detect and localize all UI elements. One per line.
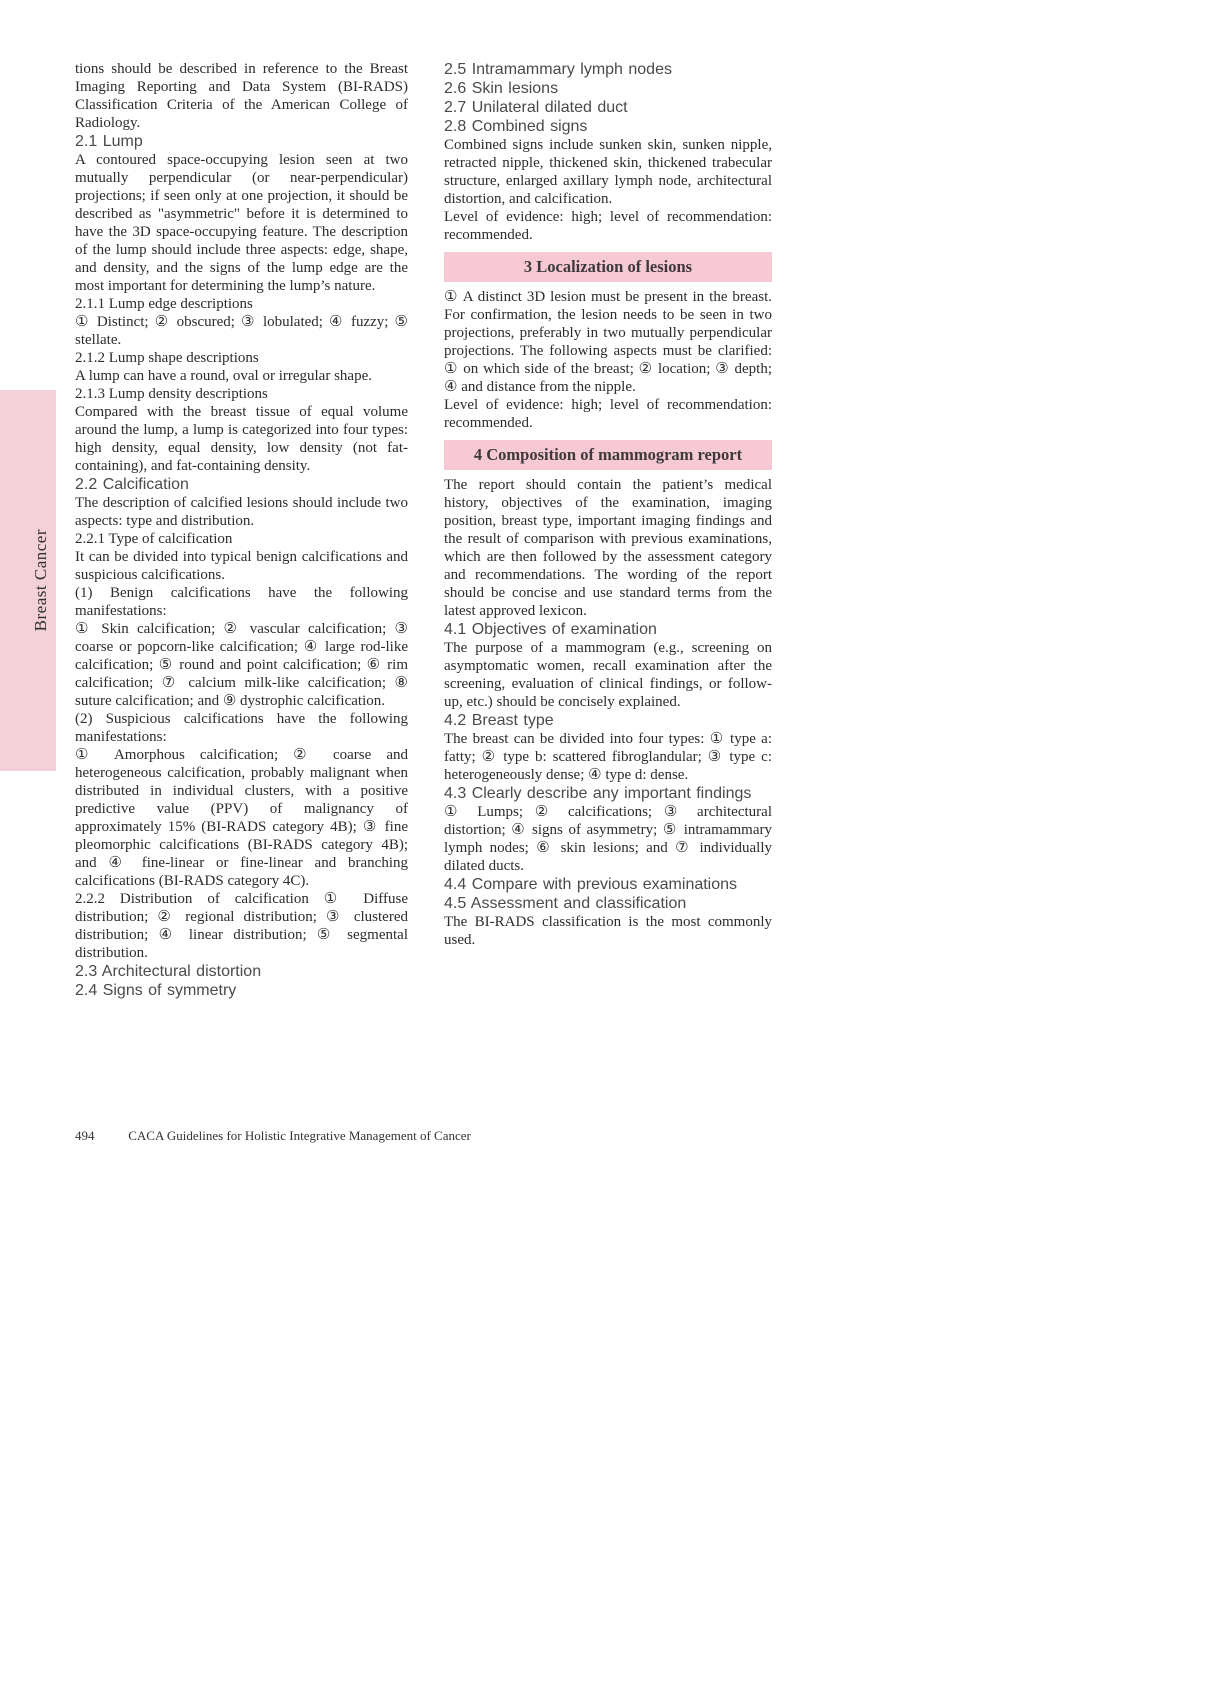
- paragraph: ① Amorphous calcification; ② coarse and heterogeneous calcification, probably malignant when distributed in individual clusters, with a positive predictive value (PPV) of malignancy of approximately 15% (BI-RADS category 4B); ③ fine pleomorphic calcifications (BI-RADS category 4B); and ④ fine-linear or fine-linear and branching calcifications (BI-RADS category 4C).: [75, 747, 408, 889]
- subsection-heading: 2.1.1 Lump edge descriptions: [75, 296, 253, 312]
- paragraph: The report should contain the patient’s medical history, objectives of the examination, imaging position, breast type, important imaging findings and the result of comparison with previous examinations, which are then followed by the assessment category and recommendations. The wording of the report should be concise and use standard terms from the latest approved lexicon.: [444, 477, 772, 619]
- section-heading: 2.5 Intramammary lymph nodes: [444, 61, 672, 78]
- section-heading: 2.1 Lump: [75, 133, 143, 150]
- text-column-right: [444, 60, 772, 949]
- section-heading: 4.4 Compare with previous examinations: [444, 876, 738, 893]
- paragraph: A lump can have a round, oval or irregular shape.: [75, 368, 372, 384]
- paragraph: ① A distinct 3D lesion must be present in the breast. For confirmation, the lesion needs to be seen in two projections, preferably in two mutually perpendicular projections. The following aspects must be clarified: ① on which side of the breast; ② location; ③ depth; ④ and distance from the nipple.: [444, 289, 772, 395]
- section-title-bar: 4 Composition of mammogram report: [444, 440, 772, 470]
- paragraph: ① Lumps; ② calcifications; ③ architectural distortion; ④ signs of asymmetry; ⑤ intramammary lymph nodes; ⑥ skin lesions; and ⑦ individually dilated ducts.: [444, 804, 772, 874]
- paragraph: ① Skin calcification; ② vascular calcification; ③ coarse or popcorn-like calcification; ④ large rod-like calcification; ⑤ round and point calcification; ⑥ rim calcification; ⑦ calcium milk-like calcification; ⑧ suture calcification; and ⑨ dystrophic calcification.: [75, 621, 408, 709]
- section-heading: 4.2 Breast type: [444, 712, 554, 729]
- paragraph: Combined signs include sunken skin, sunken nipple, retracted nipple, thickened skin, thickened trabecular structure, enlarged axillary lymph node, architectural distortion, and calcification.: [444, 137, 772, 207]
- paragraph: 2.2.2 Distribution of calcification ① Diffuse distribution; ② regional distribution; ③ clustered distribution; ④ linear distribution; ⑤ segmental distribution.: [75, 891, 408, 961]
- paragraph: (1) Benign calcifications have the following manifestations:: [75, 585, 408, 619]
- section-heading: 2.8 Combined signs: [444, 118, 588, 135]
- paragraph: Compared with the breast tissue of equal volume around the lump, a lump is categorized into four types: high density, equal density, low density (not fat-containing), and fat-containing density.: [75, 404, 408, 474]
- section-heading: 2.2 Calcification: [75, 476, 189, 493]
- section-heading: 2.3 Architectural distortion: [75, 963, 262, 980]
- subsection-heading: 2.2.1 Type of calcification: [75, 531, 233, 547]
- section-title-bar: 3 Localization of lesions: [444, 252, 772, 282]
- section-heading: 2.4 Signs of symmetry: [75, 982, 237, 999]
- running-title: CACA Guidelines for Holistic Integrative Management of Cancer: [128, 1128, 471, 1143]
- section-heading: 4.3 Clearly describe any important findings: [444, 785, 752, 802]
- paragraph: It can be divided into typical benign calcifications and suspicious calcifications.: [75, 549, 408, 583]
- page-footer: [75, 1128, 471, 1144]
- paragraph: The description of calcified lesions should include two aspects: type and distribution.: [75, 495, 408, 529]
- text-column-left: [75, 60, 408, 1000]
- paragraph: The purpose of a mammogram (e.g., screening on asymptomatic women, recall examination after the screening, evaluation of clinical findings, or follow-up, etc.) should be concisely explained.: [444, 640, 772, 710]
- paragraph: Level of evidence: high; level of recommendation: recommended.: [444, 209, 772, 243]
- subsection-heading: 2.1.2 Lump shape descriptions: [75, 350, 259, 366]
- paragraph: tions should be described in reference to the Breast Imaging Reporting and Data System (BI-RADS) Classification Criteria of the American College of Radiology.: [75, 61, 408, 131]
- paragraph: (2) Suspicious calcifications have the following manifestations:: [75, 711, 408, 745]
- page-number: 494: [75, 1128, 95, 1143]
- subsection-heading: 2.1.3 Lump density descriptions: [75, 386, 268, 402]
- paragraph: ① Distinct; ② obscured; ③ lobulated; ④ fuzzy; ⑤ stellate.: [75, 314, 408, 348]
- paragraph: The BI-RADS classification is the most commonly used.: [444, 914, 772, 948]
- paragraph: Level of evidence: high; level of recommendation: recommended.: [444, 397, 772, 431]
- section-heading: 4.5 Assessment and classification: [444, 895, 687, 912]
- chapter-tab: [0, 390, 56, 771]
- section-heading: 2.7 Unilateral dilated duct: [444, 99, 628, 116]
- section-heading: 2.6 Skin lesions: [444, 80, 559, 97]
- paragraph: A contoured space-occupying lesion seen at two mutually perpendicular (or near-perpendicular) projections; if seen only at one projection, it should be described as "asymmetric" before it is determined to have the 3D space-occupying feature. The description of the lump should include three aspects: edge, shape, and density, and the signs of the lump edge are the most important for determining the lump’s nature.: [75, 152, 408, 294]
- section-heading: 4.1 Objectives of examination: [444, 621, 657, 638]
- chapter-tab-label: Breast Cancer: [31, 529, 50, 632]
- paragraph: The breast can be divided into four types: ① type a: fatty; ② type b: scattered fibroglandular; ③ type c: heterogeneously dense; ④ type d: dense.: [444, 731, 772, 783]
